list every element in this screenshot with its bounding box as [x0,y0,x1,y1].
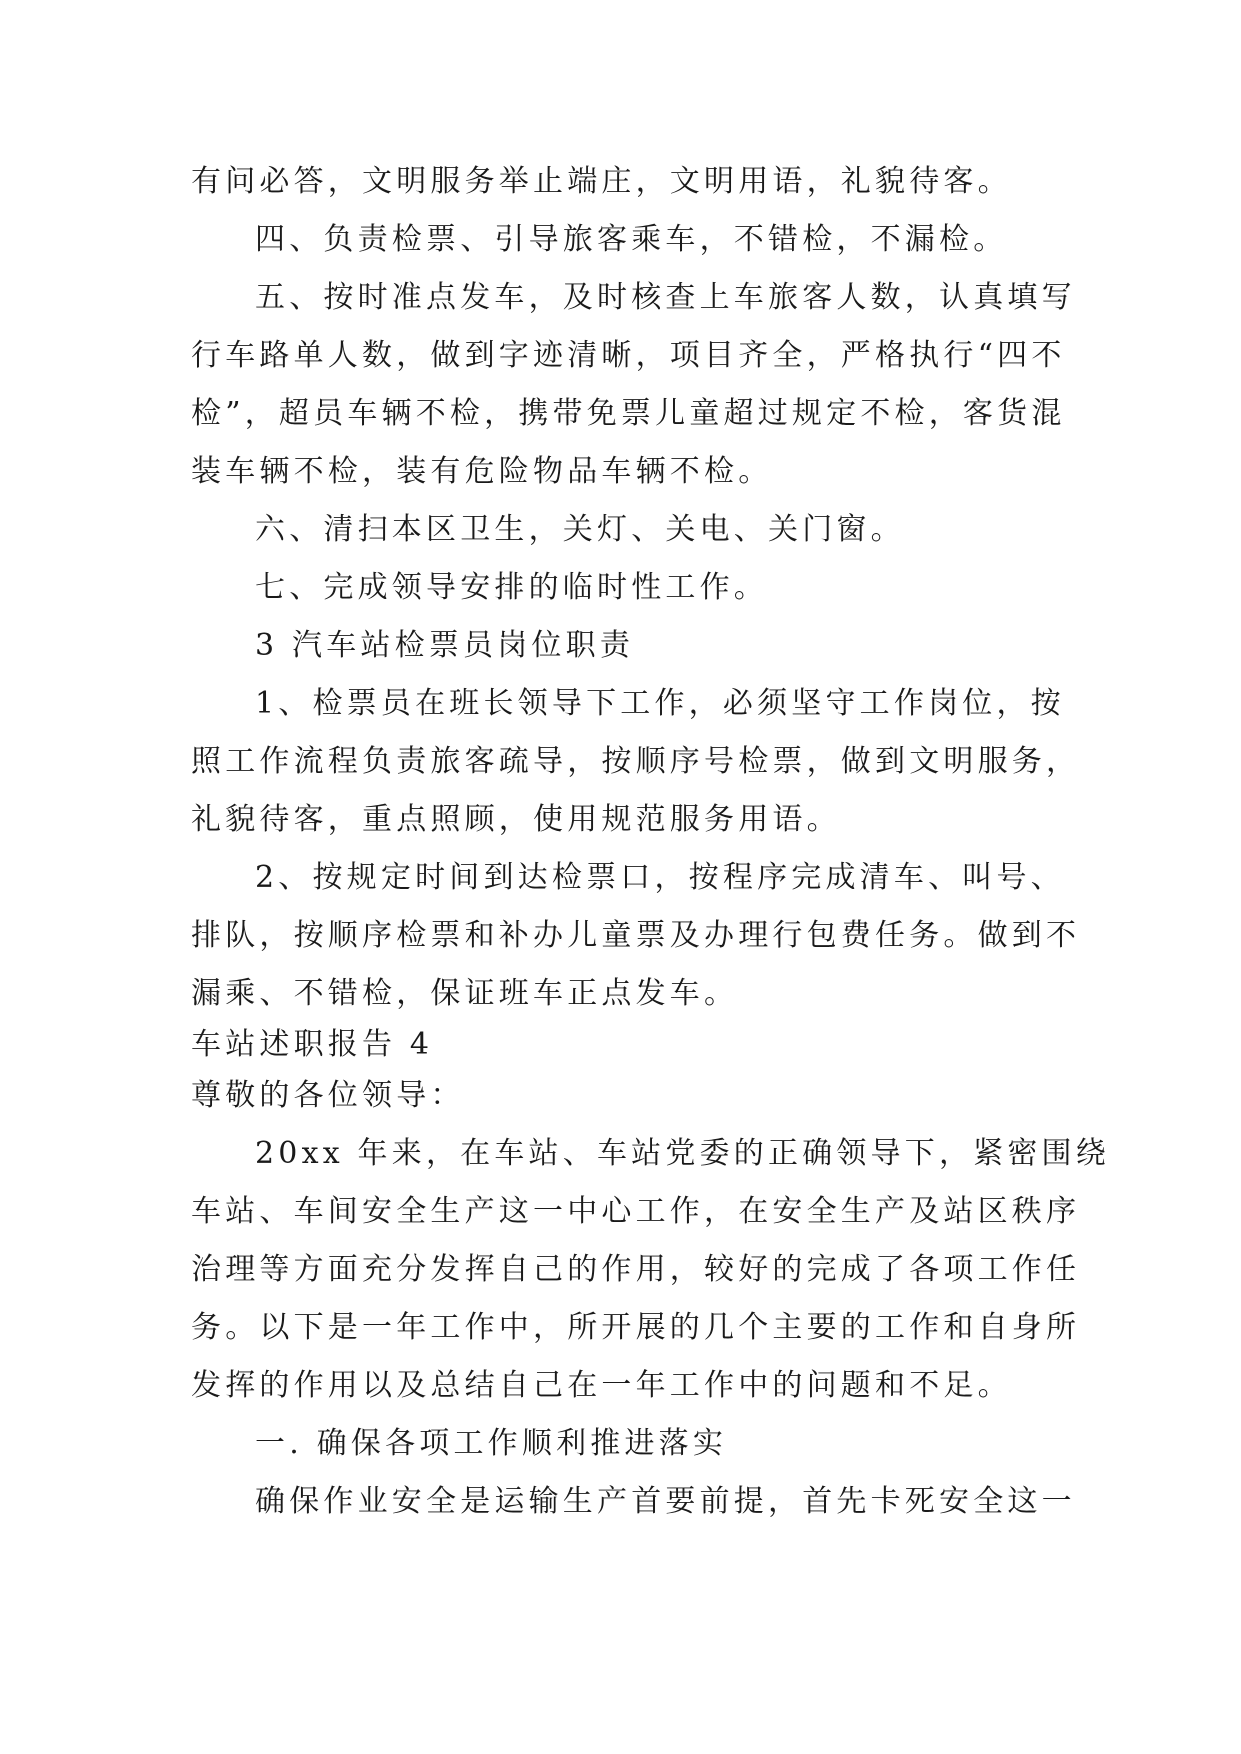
paragraph-line: 确保作业安全是运输生产首要前提，首先卡死安全这一 [255,1484,1076,1519]
paragraph-line: 检”，超员车辆不检，携带免票儿童超过规定不检，客货混 [191,396,1066,431]
paragraph-line: 行车路单人数，做到字迹清晰，项目齐全，严格执行“四不 [191,338,1066,373]
section-heading: 一. 确保各项工作顺利推进落实 [255,1426,728,1461]
paragraph-line: 车站、车间安全生产这一中心工作，在安全生产及站区秩序 [191,1194,1081,1229]
paragraph-line: 发挥的作用以及总结自己在一年工作中的问题和不足。 [191,1368,1012,1403]
paragraph-line: 1、检票员在班长领导下工作，必须坚守工作岗位，按 [255,686,1065,721]
paragraph-line: 排队，按顺序检票和补办儿童票及办理行包费任务。做到不 [191,918,1081,953]
paragraph-line: 六、清扫本区卫生，关灯、关电、关门窗。 [255,512,905,547]
paragraph-line: 漏乘、不错检，保证班车正点发车。 [191,976,739,1011]
section-heading: 3 汽车站检票员岗位职责 [255,628,635,663]
paragraph-line: 治理等方面充分发挥自己的作用，较好的完成了各项工作任 [191,1252,1081,1287]
paragraph-line: 务。以下是一年工作中，所开展的几个主要的工作和自身所 [191,1310,1081,1345]
paragraph-line: 有问必答，文明服务举止端庄，文明用语，礼貌待客。 [191,164,1012,199]
paragraph-line: 五、按时准点发车，及时核查上车旅客人数，认真填写 [255,280,1076,315]
paragraph-line: 2、按规定时间到达检票口，按程序完成清车、叫号、 [255,860,1065,895]
paragraph-line: 礼貌待客，重点照顾，使用规范服务用语。 [191,802,841,837]
paragraph-line: 四、负责检票、引导旅客乘车，不错检，不漏检。 [255,222,1008,257]
paragraph-line: 七、完成领导安排的临时性工作。 [255,570,768,605]
paragraph-line: 20xx 年来，在车站、车站党委的正确领导下，紧密围绕 [255,1136,1110,1171]
document-body [191,158,1110,1536]
salutation: 尊敬的各位领导： [191,1078,465,1113]
report-title: 车站述职报告 4 [191,1027,434,1062]
paragraph-line: 装车辆不检，装有危险物品车辆不检。 [191,454,773,489]
paragraph-line: 照工作流程负责旅客疏导，按顺序号检票，做到文明服务， [191,744,1081,779]
